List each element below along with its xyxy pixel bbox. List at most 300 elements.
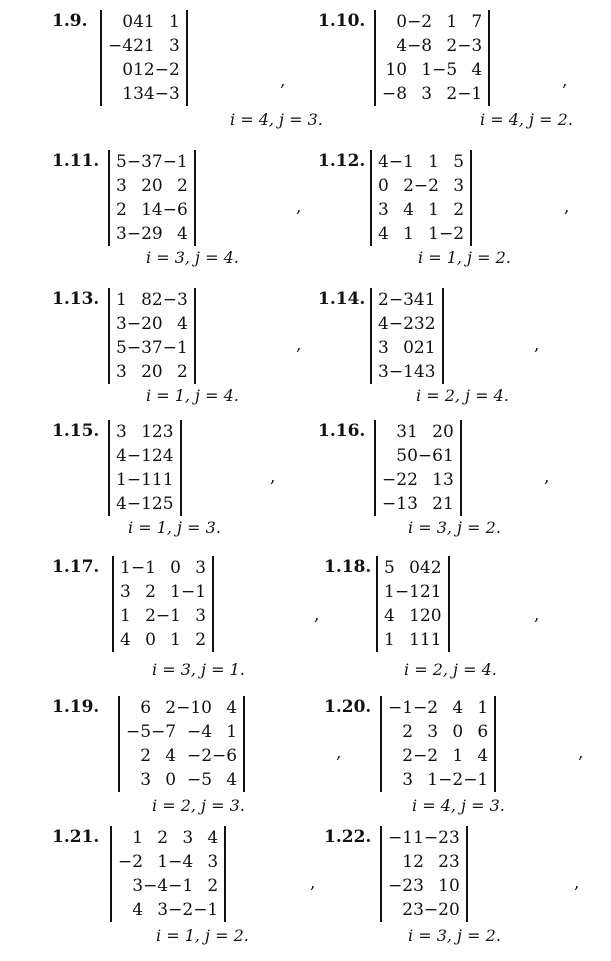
matrix-cell: 3 — [116, 176, 127, 196]
matrix-cell: 3 — [413, 900, 424, 920]
problem-number: 1.15. — [52, 421, 100, 441]
matrix-cell: 1 — [421, 60, 433, 80]
problem-number: 1.17. — [52, 557, 100, 577]
problem-number: 1.16. — [318, 421, 366, 441]
problem-number: 1.18. — [324, 557, 372, 577]
matrix-cell: −1 — [382, 494, 408, 514]
matrix-cell: 1 — [442, 494, 454, 514]
matrix-cell: 1 — [170, 630, 181, 650]
matrix-cell: 8 — [141, 290, 152, 310]
matrix-cell: −5 — [432, 60, 458, 80]
problem-number: 1.21. — [52, 827, 100, 847]
matrix-cell: 1 — [141, 200, 152, 220]
matrix-row — [378, 174, 464, 198]
matrix-cell: −1 — [162, 338, 188, 358]
matrix-cell: 0 — [151, 314, 163, 334]
matrix-cell: 4 — [396, 36, 408, 56]
determinant-matrix — [370, 150, 472, 246]
matrix-cell: 4 — [378, 224, 389, 244]
index-condition: i = 2, j = 3. — [152, 796, 245, 815]
matrix-cell: 2 — [151, 422, 163, 442]
matrix-cell: 3 — [133, 84, 144, 104]
problem-number: 1.22. — [324, 827, 372, 847]
matrix-cell: 3 — [442, 470, 454, 490]
matrix-cell: 1 — [157, 852, 169, 872]
determinant-matrix — [374, 420, 462, 516]
matrix-cell: 3 — [427, 722, 439, 742]
matrix-cell: 3 — [168, 36, 180, 56]
matrix-row — [116, 198, 188, 222]
matrix-cell: 3 — [424, 362, 436, 382]
matrix-cell: −8 — [382, 84, 408, 104]
matrix-cell: −2 — [168, 900, 194, 920]
matrix-row — [126, 696, 237, 720]
matrix-cell: 0 — [430, 606, 442, 626]
matrix-cell: 0 — [151, 362, 163, 382]
matrix-row — [382, 34, 482, 58]
matrix-cell: 4 — [120, 630, 131, 650]
matrix-row — [116, 174, 188, 198]
trailing-comma: , — [280, 71, 286, 91]
trailing-comma: , — [310, 873, 316, 893]
matrix-cell: 2 — [419, 582, 431, 602]
determinant-matrix — [374, 10, 490, 106]
matrix-row — [388, 850, 460, 874]
matrix-cell: 9 — [151, 224, 163, 244]
matrix-cell: 4 — [176, 224, 188, 244]
matrix-cell: 1 — [428, 224, 439, 244]
matrix-cell: 6 — [140, 698, 152, 718]
matrix-cell: 1 — [132, 828, 144, 848]
matrix-cell: 1 — [419, 630, 431, 650]
matrix-cell: 4 — [116, 494, 127, 514]
index-condition: i = 2, j = 4. — [404, 660, 497, 679]
matrix-cell: −2 — [413, 698, 439, 718]
matrix-cell: −1 — [162, 152, 188, 172]
matrix-cell: 1 — [116, 290, 127, 310]
matrix-cell: 2 — [140, 746, 152, 766]
matrix-cell: −1 — [130, 558, 156, 578]
trailing-comma: , — [314, 605, 320, 625]
matrix-cell: −1 — [463, 770, 489, 790]
matrix-cell: 3 — [132, 876, 144, 896]
matrix-cell: 0 — [145, 630, 156, 650]
matrix-cell: 3 — [116, 224, 127, 244]
matrix-cell: 0 — [165, 770, 177, 790]
matrix-row — [388, 744, 488, 768]
matrix-cell: 0 — [442, 422, 454, 442]
matrix-cell: 0 — [122, 12, 134, 32]
trailing-comma: , — [270, 467, 276, 487]
matrix-cell: 5 — [116, 152, 127, 172]
matrix-row — [388, 826, 460, 850]
problem-number: 1.9. — [52, 11, 88, 31]
matrix-row — [378, 150, 464, 174]
matrix-cell: −2 — [407, 12, 433, 32]
index-condition: i = 1, j = 2. — [418, 248, 511, 267]
matrix-cell: −1 — [126, 446, 152, 466]
matrix-cell: 2 — [430, 558, 442, 578]
matrix-cell: 1 — [446, 12, 458, 32]
matrix-row — [382, 82, 482, 106]
matrix-row — [384, 628, 442, 652]
matrix-cell: 0 — [407, 446, 418, 466]
matrix-cell: −2 — [126, 314, 152, 334]
matrix-cell: 1 — [452, 746, 464, 766]
index-condition: i = 4, j = 2. — [480, 110, 573, 129]
matrix-cell: 1 — [133, 60, 144, 80]
matrix-cell: 1 — [403, 224, 414, 244]
matrix-cell: 0 — [403, 338, 414, 358]
determinant-matrix — [100, 10, 188, 106]
determinant-matrix — [118, 696, 245, 792]
problem-number: 1.13. — [52, 289, 100, 309]
matrix-cell: 5 — [384, 558, 395, 578]
matrix-row — [378, 336, 436, 360]
problem-number: 1.12. — [318, 151, 366, 171]
matrix-cell: 3 — [453, 176, 465, 196]
trailing-comma: , — [296, 335, 302, 355]
matrix-cell: 1 — [120, 606, 131, 626]
matrix-cell: −5 — [126, 722, 152, 742]
index-condition: i = 3, j = 4. — [146, 248, 239, 267]
matrix-cell: 5 — [116, 338, 127, 358]
matrix-cell: 4 — [143, 84, 155, 104]
matrix-cell: 2 — [151, 494, 163, 514]
matrix-cell: 7 — [151, 152, 163, 172]
trailing-comma: , — [336, 743, 342, 763]
matrix-cell: 3 — [378, 362, 389, 382]
matrix-cell: 3 — [182, 828, 194, 848]
matrix-row — [116, 444, 174, 468]
matrix-cell: 4 — [162, 446, 174, 466]
matrix-cell: −3 — [388, 290, 414, 310]
matrix-cell: 3 — [195, 606, 207, 626]
matrix-cell: −4 — [108, 36, 134, 56]
matrix-cell: 1 — [143, 12, 155, 32]
matrix-row — [382, 58, 482, 82]
matrix-cell: 4 — [378, 314, 389, 334]
matrix-cell: −2 — [186, 746, 213, 766]
problem-number: 1.10. — [318, 11, 366, 31]
matrix-cell: 2 — [402, 746, 414, 766]
problem-number: 1.14. — [318, 289, 366, 309]
matrix-cell: −1 — [126, 494, 152, 514]
matrix-row — [108, 34, 180, 58]
matrix-cell: −3 — [126, 338, 152, 358]
determinant-matrix — [108, 288, 196, 384]
matrix-cell: 2 — [378, 290, 389, 310]
matrix-cell: 2 — [453, 200, 465, 220]
matrix-cell: 3 — [195, 558, 207, 578]
matrix-row — [118, 898, 218, 922]
matrix-row — [116, 312, 188, 336]
matrix-row — [382, 10, 482, 34]
index-condition: i = 4, j = 3. — [412, 796, 505, 815]
matrix-cell: 2 — [403, 176, 414, 196]
trailing-comma: , — [296, 197, 302, 217]
matrix-cell: 4 — [165, 746, 177, 766]
matrix-row — [384, 556, 442, 580]
matrix-cell: 2 — [402, 722, 414, 742]
matrix-row — [120, 604, 206, 628]
trailing-comma: , — [564, 197, 570, 217]
matrix-row — [378, 198, 464, 222]
trailing-comma: , — [534, 335, 540, 355]
matrix-row — [388, 720, 488, 744]
index-condition: i = 3, j = 2. — [408, 518, 501, 537]
matrix-cell: 1 — [116, 470, 127, 490]
matrix-row — [126, 768, 237, 792]
matrix-cell: −1 — [180, 582, 207, 602]
matrix-cell: −1 — [457, 84, 483, 104]
matrix-cell: 0 — [170, 558, 181, 578]
matrix-cell: 2 — [151, 290, 163, 310]
matrix-cell: 2 — [133, 36, 144, 56]
matrix-row — [388, 768, 488, 792]
matrix-cell: 4 — [151, 200, 163, 220]
matrix-cell: 2 — [141, 362, 152, 382]
matrix-cell: −2 — [438, 770, 464, 790]
matrix-cell: 1 — [438, 876, 449, 896]
matrix-row — [118, 826, 218, 850]
matrix-cell: 0 — [448, 876, 460, 896]
index-condition: i = 3, j = 1. — [152, 660, 245, 679]
matrix-cell: 3 — [407, 494, 418, 514]
matrix-cell: 2 — [165, 698, 177, 718]
matrix-row — [116, 468, 174, 492]
matrix-cell: −1 — [388, 362, 414, 382]
matrix-row — [116, 150, 188, 174]
matrix-cell: −2 — [388, 314, 414, 334]
matrix-row — [116, 360, 188, 384]
matrix-row — [378, 222, 464, 246]
matrix-row — [388, 696, 488, 720]
matrix-row — [388, 874, 460, 898]
matrix-cell: 6 — [477, 722, 489, 742]
matrix-row — [116, 492, 174, 516]
matrix-cell: −2 — [438, 224, 465, 244]
matrix-cell: −1 — [394, 582, 420, 602]
matrix-cell: 1 — [424, 290, 436, 310]
matrix-cell: −3 — [154, 84, 180, 104]
matrix-cell: 2 — [116, 200, 127, 220]
index-condition: i = 1, j = 2. — [156, 926, 249, 945]
matrix-cell: 4 — [384, 606, 395, 626]
matrix-cell: 7 — [471, 12, 483, 32]
matrix-cell: 3 — [402, 770, 414, 790]
trailing-comma: , — [578, 743, 584, 763]
matrix-cell: −3 — [162, 290, 188, 310]
matrix-cell: 1 — [122, 84, 134, 104]
matrix-cell: 2 — [413, 338, 425, 358]
trailing-comma: , — [544, 467, 550, 487]
matrix-cell: 1 — [226, 722, 238, 742]
matrix-cell: −2 — [118, 852, 144, 872]
matrix-cell: 2 — [419, 606, 431, 626]
matrix-cell: 1 — [120, 558, 131, 578]
matrix-row — [378, 360, 436, 384]
matrix-cell: 5 — [162, 494, 174, 514]
matrix-cell: −1 — [388, 828, 414, 848]
matrix-cell: 1 — [428, 152, 439, 172]
matrix-cell: 1 — [442, 446, 454, 466]
matrix-row — [382, 468, 454, 492]
matrix-cell: 1 — [428, 200, 439, 220]
matrix-cell: 0 — [122, 60, 134, 80]
matrix-cell: 4 — [452, 698, 464, 718]
matrix-row — [382, 420, 454, 444]
matrix-cell: −5 — [186, 770, 213, 790]
matrix-cell: 4 — [226, 698, 238, 718]
matrix-cell: 4 — [413, 290, 425, 310]
matrix-cell: 10 — [385, 60, 408, 80]
matrix-row — [108, 58, 180, 82]
matrix-row — [108, 82, 180, 106]
matrix-row — [388, 898, 460, 922]
matrix-cell: −8 — [407, 36, 433, 56]
matrix-cell: −1 — [168, 876, 194, 896]
trailing-comma: , — [574, 873, 580, 893]
matrix-row — [108, 10, 180, 34]
matrix-cell: 2 — [424, 314, 436, 334]
matrix-cell: 4 — [226, 770, 238, 790]
matrix-cell: 1 — [407, 422, 418, 442]
matrix-cell: −4 — [143, 876, 169, 896]
matrix-row — [120, 628, 206, 652]
matrix-cell: 2 — [176, 362, 188, 382]
matrix-cell: 2 — [145, 582, 156, 602]
matrix-cell: 1 — [151, 470, 163, 490]
problem-number: 1.19. — [52, 697, 100, 717]
matrix-cell: 2 — [195, 630, 207, 650]
matrix-row — [120, 556, 206, 580]
matrix-cell: 2 — [143, 60, 155, 80]
matrix-cell: 1 — [430, 630, 442, 650]
matrix-cell: −10 — [176, 698, 213, 718]
matrix-cell: 2 — [176, 176, 188, 196]
matrix-cell: 2 — [407, 470, 418, 490]
matrix-row — [116, 222, 188, 246]
matrix-row — [116, 288, 188, 312]
matrix-row — [384, 580, 442, 604]
matrix-row — [118, 874, 218, 898]
matrix-cell: 2 — [446, 36, 458, 56]
matrix-row — [382, 492, 454, 516]
matrix-cell: 4 — [378, 152, 389, 172]
matrix-cell: 2 — [438, 852, 449, 872]
determinant-matrix — [380, 696, 496, 792]
matrix-cell: 2 — [141, 176, 152, 196]
matrix-cell: 5 — [396, 446, 408, 466]
determinant-matrix — [108, 420, 182, 516]
index-condition: i = 2, j = 4. — [416, 386, 509, 405]
matrix-cell: 2 — [432, 422, 443, 442]
matrix-cell: 3 — [120, 582, 131, 602]
matrix-row — [116, 336, 188, 360]
matrix-row — [378, 288, 436, 312]
trailing-comma: , — [562, 71, 568, 91]
matrix-cell: 5 — [453, 152, 465, 172]
matrix-row — [126, 720, 237, 744]
matrix-row — [382, 444, 454, 468]
matrix-cell: 1 — [402, 852, 414, 872]
matrix-row — [120, 580, 206, 604]
matrix-cell: 4 — [477, 746, 489, 766]
matrix-cell: 3 — [157, 900, 169, 920]
matrix-cell: 3 — [448, 828, 460, 848]
matrix-row — [378, 312, 436, 336]
matrix-cell: 1 — [384, 630, 395, 650]
matrix-cell: −2 — [388, 876, 414, 896]
matrix-cell: 2 — [413, 852, 424, 872]
matrix-cell: −2 — [413, 746, 439, 766]
matrix-cell: 3 — [396, 422, 408, 442]
matrix-cell: 2 — [402, 900, 414, 920]
matrix-cell: 1 — [384, 582, 395, 602]
matrix-cell: 4 — [471, 60, 483, 80]
matrix-cell: −4 — [168, 852, 194, 872]
matrix-cell: 3 — [116, 422, 127, 442]
matrix-cell: 0 — [378, 176, 389, 196]
matrix-cell: 3 — [116, 314, 127, 334]
matrix-cell: 3 — [421, 84, 433, 104]
matrix-cell: −2 — [413, 176, 439, 196]
matrix-cell: −2 — [382, 470, 408, 490]
matrix-cell: 0 — [409, 558, 420, 578]
matrix-cell: −1 — [388, 152, 414, 172]
matrix-cell: 3 — [207, 852, 219, 872]
matrix-cell: 1 — [477, 698, 489, 718]
matrix-cell: 3 — [378, 338, 389, 358]
matrix-cell: 4 — [116, 446, 127, 466]
matrix-cell: −6 — [162, 200, 188, 220]
matrix-cell: 3 — [413, 314, 425, 334]
matrix-cell: 4 — [133, 12, 144, 32]
determinant-matrix — [110, 826, 226, 922]
matrix-cell: −2 — [423, 900, 449, 920]
matrix-cell: 1 — [168, 12, 180, 32]
matrix-cell: 1 — [170, 582, 181, 602]
determinant-matrix — [370, 288, 444, 384]
matrix-row — [116, 420, 174, 444]
matrix-cell: 1 — [143, 36, 155, 56]
matrix-cell: −3 — [457, 36, 483, 56]
matrix-cell: 7 — [151, 338, 163, 358]
matrix-cell: −7 — [151, 722, 177, 742]
matrix-cell: −3 — [126, 152, 152, 172]
matrix-cell: 1 — [424, 338, 436, 358]
matrix-cell: 1 — [413, 828, 424, 848]
matrix-cell: 2 — [446, 84, 458, 104]
matrix-cell: −1 — [388, 698, 414, 718]
matrix-row — [126, 744, 237, 768]
matrix-cell: 2 — [207, 876, 219, 896]
matrix-cell: 0 — [448, 900, 460, 920]
matrix-cell: 3 — [162, 422, 174, 442]
matrix-cell: 2 — [157, 828, 169, 848]
problem-number: 1.20. — [324, 697, 372, 717]
matrix-cell: 1 — [409, 606, 420, 626]
index-condition: i = 1, j = 4. — [146, 386, 239, 405]
matrix-cell: 3 — [140, 770, 152, 790]
matrix-cell: 4 — [403, 200, 414, 220]
matrix-cell: 1 — [430, 582, 442, 602]
determinant-matrix — [112, 556, 214, 652]
matrix-cell: −2 — [423, 828, 449, 848]
matrix-cell: −1 — [155, 606, 181, 626]
matrix-cell: −1 — [193, 900, 219, 920]
